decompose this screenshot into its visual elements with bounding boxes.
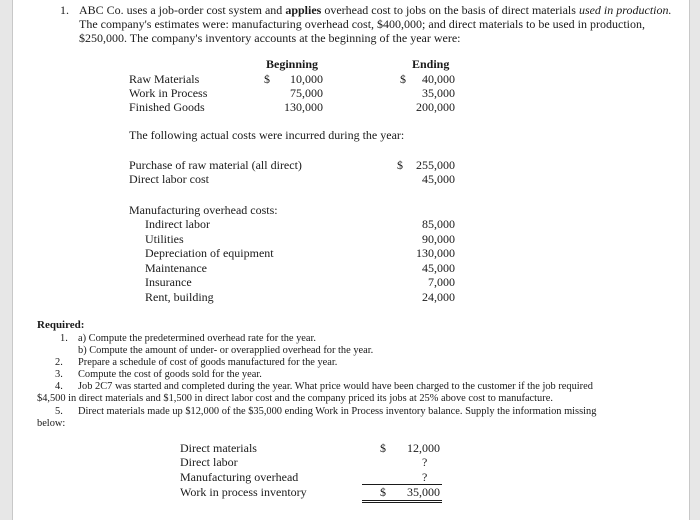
wip-row-label: Manufacturing overhead xyxy=(180,470,299,484)
required-heading: Required: xyxy=(37,319,85,331)
intro-line-1-used-in-production: used in production. xyxy=(578,3,672,17)
wip-row-label: Direct labor xyxy=(180,455,238,469)
required-2: Prepare a schedule of cost of goods manufactured for the year. xyxy=(78,357,338,368)
actual-cost-label: Purchase of raw material (all direct) xyxy=(129,158,302,172)
overhead-heading: Manufacturing overhead costs: xyxy=(129,203,278,217)
required-5-line-2: below: xyxy=(37,418,66,429)
actual-costs-intro: The following actual costs were incurred during the year: xyxy=(129,128,405,142)
required-3: Compute the cost of goods sold for the year. xyxy=(78,369,262,380)
inventory-row-label: Finished Goods xyxy=(129,100,205,114)
beginning-value: 130,000 xyxy=(284,100,323,114)
required-1a: a) Compute the predetermined overhead rate for the year. xyxy=(78,333,317,344)
inventory-row-label: Work in Process xyxy=(129,86,208,100)
dollar-sign: $ xyxy=(400,72,406,86)
wip-row-value: 35,000 xyxy=(407,485,440,499)
dollar-sign: $ xyxy=(380,441,386,455)
overhead-item-value: 90,000 xyxy=(422,232,455,246)
inventory-row-label: Raw Materials xyxy=(129,72,200,86)
dollar-sign: $ xyxy=(397,158,403,172)
overhead-item-label: Indirect labor xyxy=(145,217,210,231)
overhead-item-value: 45,000 xyxy=(422,261,455,275)
overhead-item-label: Rent, building xyxy=(145,290,214,304)
required-1b: b) Compute the amount of under- or overapplied overhead for the year. xyxy=(78,345,374,356)
question-number: 1. xyxy=(60,3,69,17)
left-frame-edge xyxy=(0,0,13,520)
dollar-sign: $ xyxy=(380,485,386,499)
overhead-item-value: 7,000 xyxy=(428,275,455,289)
required-number: 1. xyxy=(60,333,68,344)
overhead-item-value: 24,000 xyxy=(422,290,455,304)
double-rule-line-1 xyxy=(362,500,442,501)
wip-row-value: 12,000 xyxy=(407,441,440,455)
wip-row-label: Direct materials xyxy=(180,441,257,455)
required-5-line-1: Direct materials made up $12,000 of the $35,000 ending Work in Process inventory balance. Supply the information missing xyxy=(78,406,597,417)
ending-value: 40,000 xyxy=(422,72,455,86)
overhead-item-label: Insurance xyxy=(145,275,192,289)
right-frame-edge xyxy=(689,0,700,520)
wip-row-value: ? xyxy=(422,470,428,484)
ending-value: 200,000 xyxy=(416,100,455,114)
wip-row-value: ? xyxy=(422,455,428,469)
intro-line-3: $250,000. The company's inventory accounts at the beginning of the year were: xyxy=(79,31,461,45)
required-number: 4. xyxy=(55,381,63,392)
required-4-line-2: $4,500 in direct materials and $1,500 in direct labor cost and the company priced its jobs at 25% above cost to manufacture. xyxy=(37,393,553,404)
required-number: 3. xyxy=(55,369,63,380)
ending-value: 35,000 xyxy=(422,86,455,100)
actual-cost-value: 255,000 xyxy=(416,158,455,172)
overhead-item-value: 85,000 xyxy=(422,217,455,231)
overhead-item-label: Depreciation of equipment xyxy=(145,246,274,260)
overhead-item-label: Maintenance xyxy=(145,261,207,275)
intro-line-1 xyxy=(79,3,672,17)
required-number: 5. xyxy=(55,406,63,417)
intro-line-1-part-a: ABC Co. uses a job-order cost system and xyxy=(79,3,286,17)
required-4-line-1: Job 2C7 was started and completed during the year. What price would have been charged to the customer if the job required xyxy=(78,381,593,392)
intro-line-2: The company's estimates were: manufacturing overhead cost, $400,000; and direct materials to be used in production, xyxy=(79,17,645,31)
beginning-value: 75,000 xyxy=(290,86,323,100)
beginning-value: 10,000 xyxy=(290,72,323,86)
required-number: 2. xyxy=(55,357,63,368)
intro-line-1-applies: applies xyxy=(285,3,322,17)
overhead-item-label: Utilities xyxy=(145,232,184,246)
actual-cost-label: Direct labor cost xyxy=(129,172,209,186)
wip-row-label: Work in process inventory xyxy=(180,485,307,499)
actual-cost-value: 45,000 xyxy=(422,172,455,186)
beginning-header: Beginning xyxy=(266,57,319,71)
dollar-sign: $ xyxy=(264,72,270,86)
ending-header: Ending xyxy=(412,57,450,71)
overhead-item-value: 130,000 xyxy=(416,246,455,260)
intro-line-1-part-c: overhead cost to jobs on the basis of direct materials xyxy=(321,3,579,17)
double-rule-line-2 xyxy=(362,502,442,503)
